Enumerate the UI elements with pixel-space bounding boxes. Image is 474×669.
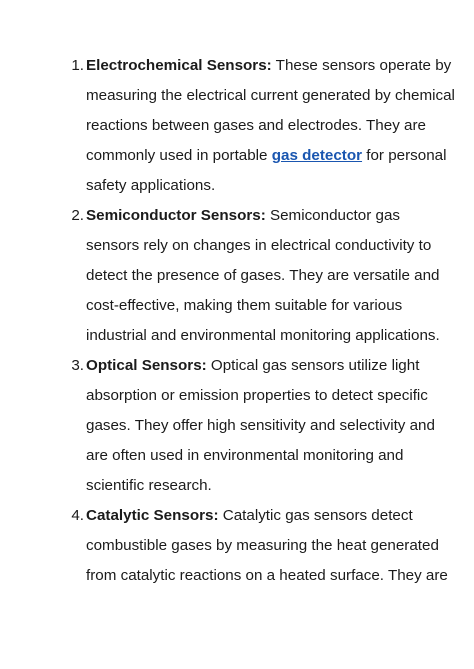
list-item-text: Semiconductor gas sensors rely on changes in electrical conductivity to detect the presence of gases. They are versatile and cost-effective, making them suitable for various industrial and environmental monitoring applications. — [86, 207, 440, 344]
list-item-text: for personal safety applications. — [86, 147, 447, 194]
list-item-text: Optical gas sensors utilize light absorption or emission properties to detect specific gases. They offer high sensitivity and selectivity and are often used in environmental monitoring and scientific research. — [86, 357, 435, 494]
list-item-number: 4. — [71, 507, 84, 524]
list-item-number: 1. — [71, 57, 84, 74]
list-item-optical — [71, 351, 456, 501]
list-item-text: These sensors operate by measuring the electrical current generated by chemical reactions between gases and electrodes. They are commonly used in portable — [86, 57, 455, 164]
list-item-semiconductor — [71, 201, 456, 351]
list-item-term: Electrochemical Sensors: — [86, 57, 272, 74]
list-item-term: Optical Sensors: — [86, 357, 207, 374]
list-item-number: 3. — [71, 357, 84, 374]
gas-detector-link[interactable]: gas detector — [271, 147, 363, 164]
sensor-types-list — [71, 51, 456, 591]
list-item-number: 2. — [71, 207, 84, 224]
list-item-text: Catalytic gas sensors detect combustible gases by measuring the heat generated from catalytic reactions on a heated surface. They are — [86, 507, 448, 584]
list-item-electrochemical — [71, 51, 456, 201]
list-item-term: Semiconductor Sensors: — [86, 207, 266, 224]
list-item-term: Catalytic Sensors: — [86, 507, 219, 524]
list-item-catalytic — [71, 501, 456, 591]
